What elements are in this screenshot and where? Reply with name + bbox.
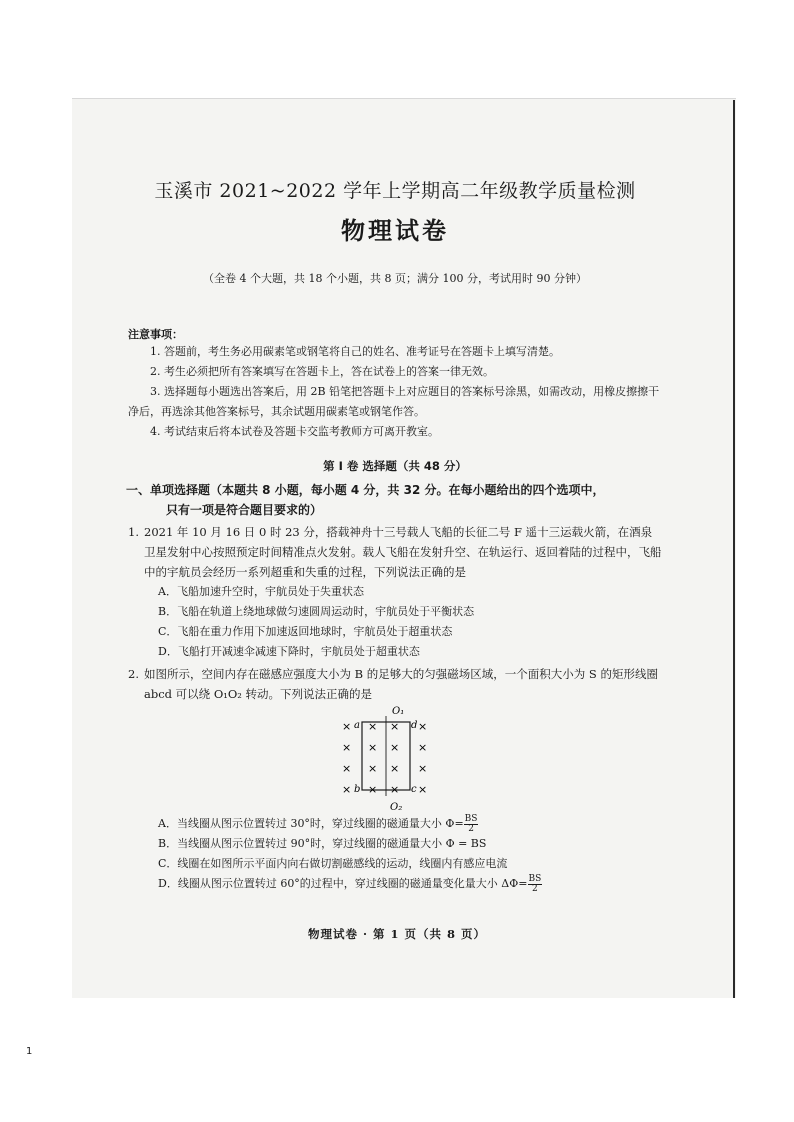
- scan-edge-top: [72, 98, 736, 99]
- option-text: D．线圈从图示位置转过 60°的过程中，穿过线圈的磁通量变化量大小 ΔΦ=: [158, 877, 528, 890]
- label-a: a: [354, 720, 360, 731]
- section-title: 第 I 卷 选择题（共 48 分）: [323, 459, 467, 473]
- question-2: [128, 664, 662, 704]
- option-a: A．飞船加速升空时，宇航员处于失重状态: [158, 585, 364, 598]
- part-title-line1: 一、单项选择题（本题共 8 小题，每小题 4 分，共 32 分。在每小题给出的四个选项中，: [126, 483, 605, 497]
- fraction: [464, 815, 479, 834]
- field-mark: ×: [342, 783, 352, 796]
- field-mark: ×: [418, 783, 428, 796]
- question-text: 2021 年 10 月 16 日 0 时 23 分，搭载神舟十三号载人飞船的长征二号 F 遥十三运载火箭，在酒泉卫星发射中心按照预定时间精准点火发射。载人飞船在发射升空、在轨运行、返回着陆的过程中，飞船中的宇航员会经历一系列超重和失重的过程，下列说法正确的是: [144, 525, 662, 579]
- exam-scope: （全卷 4 个大题，共 18 个小题，共 8 页；满分 100 分，考试用时 90 分钟）: [203, 272, 587, 285]
- field-mark: ×: [368, 762, 378, 775]
- coil-diagram: [338, 704, 448, 814]
- field-mark: ×: [342, 741, 352, 754]
- part-title-line2: 只有一项是符合题目要求的）: [166, 503, 323, 517]
- question-1: [128, 522, 662, 582]
- option-d: D．飞船打开减速伞减速下降时，宇航员处于超重状态: [158, 645, 420, 658]
- label-o2: O₂: [390, 802, 403, 813]
- notice-item: 2. 考生必须把所有答案填写在答题卡上，答在试卷上的答案一律无效。: [150, 365, 494, 378]
- question-number: 1.: [128, 525, 139, 539]
- option-d: [128, 874, 662, 894]
- exam-title: 玉溪市 2021~2022 学年上学期高二年级教学质量检测: [154, 180, 636, 202]
- field-mark: ×: [418, 762, 428, 775]
- exam-subject: 物理试卷: [341, 216, 449, 245]
- field-mark: ×: [390, 741, 400, 754]
- fraction-numerator: BS: [464, 813, 478, 824]
- fraction: [528, 875, 543, 894]
- field-mark: ×: [418, 720, 428, 733]
- fraction-denominator: 2: [532, 883, 538, 894]
- exam-content: [128, 160, 662, 894]
- label-o1: O₁: [392, 706, 405, 717]
- field-mark: ×: [342, 762, 352, 775]
- scan-edge-right: [733, 100, 735, 998]
- part-title: [126, 480, 662, 520]
- field-mark: ×: [390, 720, 400, 733]
- option-c: C．飞船在重力作用下加速返回地球时，宇航员处于超重状态: [158, 625, 453, 638]
- notice-heading: 注意事项：: [128, 328, 183, 341]
- question-text: 如图所示，空间内存在磁感应强度大小为 B 的足够大的匀强磁场区域，一个面积大小为 S 的矩形线圈 abcd 可以绕 O₁O₂ 转动。下列说法正确的是: [144, 667, 658, 701]
- field-mark: ×: [368, 741, 378, 754]
- page-number: 1: [26, 1046, 33, 1057]
- coil-svg: [338, 704, 448, 814]
- field-mark: ×: [368, 783, 378, 796]
- option-b: B．飞船在轨道上绕地球做匀速圆周运动时，宇航员处于平衡状态: [158, 605, 475, 618]
- fraction-numerator: BS: [528, 873, 542, 884]
- option-c: C．线圈在如图所示平面内向右做切割磁感线的运动，线圈内有感应电流: [158, 857, 508, 870]
- question-number: 2.: [128, 667, 139, 681]
- fraction-denominator: 2: [468, 823, 474, 834]
- label-b: b: [354, 784, 361, 795]
- field-mark: ×: [418, 741, 428, 754]
- option-b: B．当线圈从图示位置转过 90°时，穿过线圈的磁通量大小 Φ = BS: [158, 837, 487, 850]
- page-footer: 物理试卷 · 第 1 页（共 8 页）: [307, 927, 487, 941]
- option-a: [128, 814, 662, 834]
- option-text: A．当线圈从图示位置转过 30°时，穿过线圈的磁通量大小 Φ=: [158, 817, 464, 830]
- label-c: c: [411, 784, 417, 795]
- field-mark: ×: [390, 762, 400, 775]
- notice-item: 1. 答题前，考生务必用碳素笔或钢笔将自己的姓名、准考证号在答题卡上填写清楚。: [150, 345, 560, 358]
- field-mark: ×: [342, 720, 352, 733]
- label-d: d: [411, 720, 418, 731]
- notice-item: 4. 考试结束后将本试卷及答题卡交监考教师方可离开教室。: [150, 425, 439, 438]
- notice-item: 3. 选择题每小题选出答案后，用 2B 铅笔把答题卡上对应题目的答案标号涂黑，如需改动，用橡皮擦擦干净后，再选涂其他答案标号，其余试题用碳素笔或钢笔作答。: [128, 385, 660, 418]
- field-mark: ×: [390, 783, 400, 796]
- field-mark: ×: [368, 720, 378, 733]
